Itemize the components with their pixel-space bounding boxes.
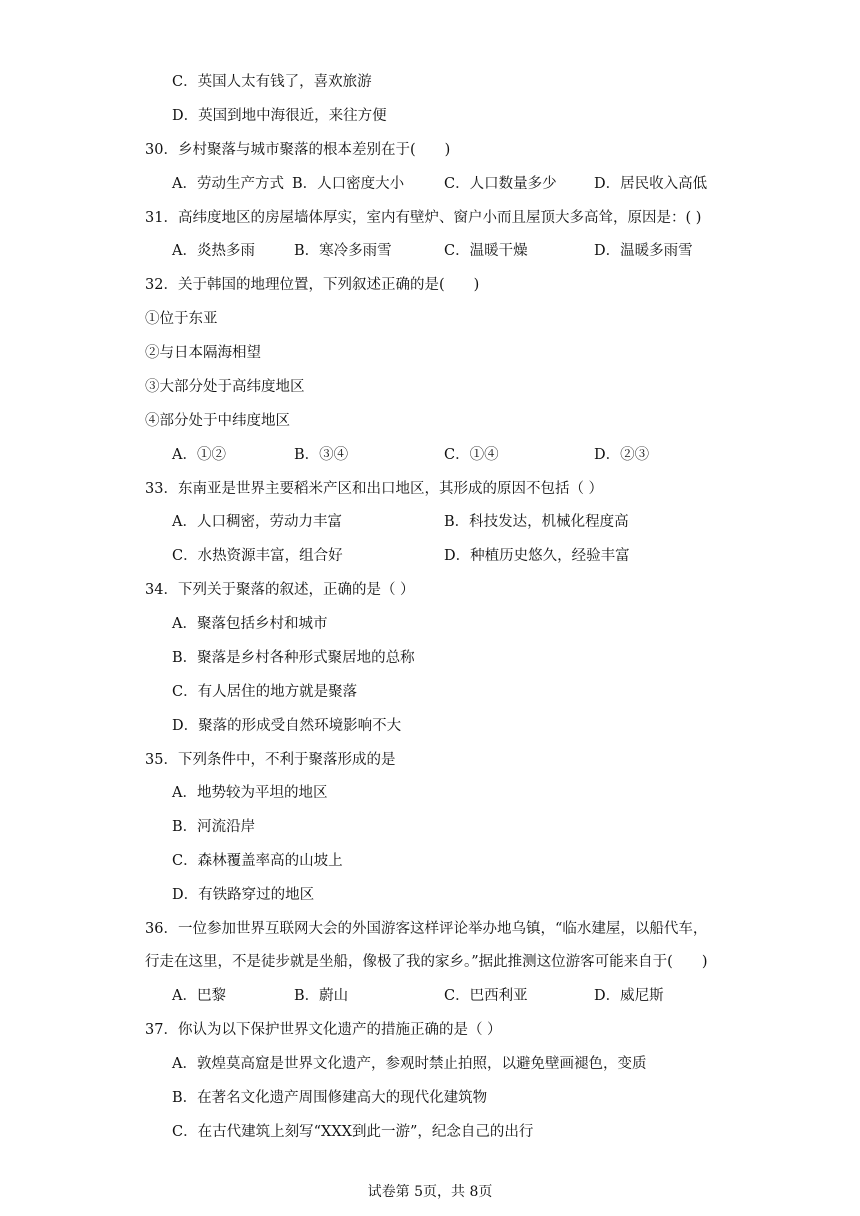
q30-option-a: A．劳动生产方式 (172, 176, 284, 192)
q32-statement-4: ④部分处于中纬度地区 (145, 413, 290, 429)
q36-stem-line-2: 行走在这里，不是徒步就是坐船，像极了我的家乡。”据此推测这位游客可能来自于( ) (145, 954, 708, 970)
q35-option-a: A．地势较为平坦的地区 (172, 785, 328, 801)
q35-option-b: B．河流沿岸 (172, 819, 256, 835)
q33-option-b: B．科技发达，机械化程度高 (444, 514, 629, 530)
q32-stem: 32．关于韩国的地理位置，下列叙述正确的是( ) (145, 277, 480, 293)
q34-option-a: A．聚落包括乡村和城市 (172, 616, 328, 632)
q34-stem: 34．下列关于聚落的叙述，正确的是（ ） (145, 582, 415, 598)
q36-option-d: D．威尼斯 (594, 988, 664, 1004)
q33-option-a: A．人口稠密，劳动力丰富 (172, 514, 342, 530)
q32-option-c: C．①④ (444, 447, 499, 463)
q32-statement-3: ③大部分处于高纬度地区 (145, 379, 305, 395)
q36-option-b: B．蔚山 (294, 988, 349, 1004)
q36-option-c: C．巴西利亚 (444, 988, 528, 1004)
q35-option-d: D．有铁路穿过的地区 (172, 887, 315, 903)
q36-stem-line-1: 36．一位参加世界互联网大会的外国游客这样评论举办地乌镇，“临水建屋，以船代车， (145, 921, 708, 937)
q31-option-c: C．温暖干燥 (444, 243, 528, 259)
q37-option-a: A．敦煌莫高窟是世界文化遗产，参观时禁止拍照，以避免壁画褪色，变质 (172, 1056, 647, 1072)
q33-stem: 33．东南亚是世界主要稻米产区和出口地区，其形成的原因不包括（ ） (145, 481, 604, 497)
q33-option-d: D．种植历史悠久，经验丰富 (444, 548, 630, 564)
q37-option-b: B．在著名文化遗产周围修建高大的现代化建筑物 (172, 1090, 488, 1106)
q29-option-c: C．英国人太有钱了，喜欢旅游 (172, 74, 372, 90)
q31-stem: 31．高纬度地区的房屋墙体厚实，室内有壁炉、窗户小而且屋顶大多高耸，原因是：( ) (145, 210, 702, 226)
q32-statement-2: ②与日本隔海相望 (145, 345, 261, 361)
q36-option-a: A．巴黎 (172, 988, 226, 1004)
q32-statement-1: ①位于东亚 (145, 311, 218, 327)
q34-option-c: C．有人居住的地方就是聚落 (172, 684, 358, 700)
q32-option-a: A．①② (172, 447, 226, 463)
q35-stem: 35．下列条件中，不利于聚落形成的是 (145, 752, 396, 768)
q30-option-d: D．居民收入高低 (594, 176, 708, 192)
q30-option-b: B．人口密度大小 (292, 176, 405, 192)
q34-option-b: B．聚落是乡村各种形式聚居地的总称 (172, 650, 415, 666)
q31-option-d: D．温暖多雨雪 (594, 243, 693, 259)
q34-option-d: D．聚落的形成受自然环境影响不大 (172, 718, 402, 734)
q37-option-c: C．在古代建筑上刻写“XXX到此一游”，纪念自己的出行 (172, 1124, 534, 1140)
page-footer: 试卷第 5页，共 8页 (367, 1184, 493, 1200)
q31-option-b: B．寒冷多雨雪 (294, 243, 392, 259)
q33-option-c: C．水热资源丰富，组合好 (172, 548, 343, 564)
q29-option-d: D．英国到地中海很近，来往方便 (172, 108, 387, 124)
q30-option-c: C．人口数量多少 (444, 176, 557, 192)
q37-stem: 37．你认为以下保护世界文化遗产的措施正确的是（ ） (145, 1022, 502, 1038)
q32-option-d: D．②③ (594, 447, 650, 463)
q35-option-c: C．森林覆盖率高的山坡上 (172, 853, 343, 869)
q32-option-b: B．③④ (294, 447, 349, 463)
q31-option-a: A．炎热多雨 (172, 243, 255, 259)
q30-stem: 30．乡村聚落与城市聚落的根本差别在于( ) (145, 142, 451, 158)
